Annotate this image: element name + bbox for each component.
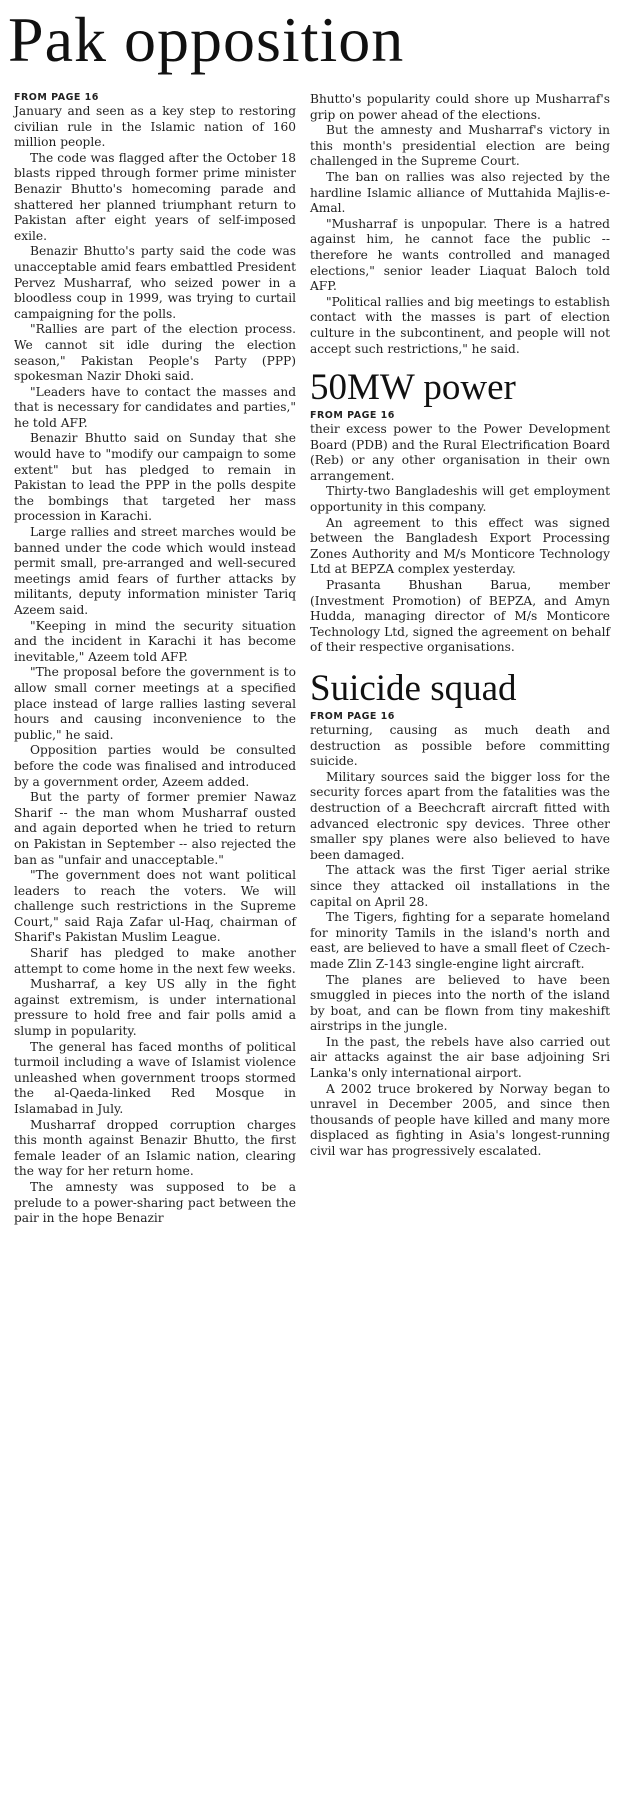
suicide-story-kicker: FROM PAGE 16 bbox=[310, 711, 395, 722]
power-story-headline: 50MW power bbox=[310, 367, 516, 409]
paragraph: Military sources said the bigger loss for the security forces apart from the fatalities was the destruction of a Beechcraft aircraft fitted with advanced electronic spy devices. Three other smaller spy planes were also believed to have been damaged. bbox=[310, 769, 610, 862]
paragraph: But the amnesty and Musharraf's victory in this month's presidential election are being challenged in the Supreme Court. bbox=[310, 123, 610, 169]
suicide-story bbox=[310, 670, 610, 1160]
paragraph: returning, causing as much death and destruction as possible before committing suicide. bbox=[310, 723, 610, 769]
paragraph: Benazir Bhutto's party said the code was unacceptable amid fears embattled President Pervez Musharraf, who seized power in a bloodless coup in 1999, was trying to curtail campaigning for the polls. bbox=[14, 244, 296, 321]
right-column bbox=[310, 92, 610, 1168]
paragraph: "The proposal before the government is to allow small corner meetings at a specified place instead of large rallies lasting several hours and causing inconvenience to the public," he said. bbox=[14, 665, 296, 742]
main-headline: Pak opposition bbox=[8, 4, 405, 75]
paragraph: Musharraf, a key US ally in the fight against extremism, is under international pressure to hold free and fair polls amid a slump in popularity. bbox=[14, 977, 296, 1039]
paragraph: The amnesty was supposed to be a prelude to a power-sharing pact between the pair in the hope Benazir bbox=[14, 1179, 296, 1226]
paragraph: Large rallies and street marches would be banned under the code which would instead permit small, pre-arranged and well-secured meetings amid fears of further attacks by militants, deputy information minister Tariq Azeem said. bbox=[14, 525, 296, 617]
paragraph: Bhutto's popularity could shore up Musharraf's grip on power ahead of the elections. bbox=[310, 92, 610, 122]
paragraph: Prasanta Bhushan Barua, member (Investment Promotion) of BEPZA, and Amyn Hudda, managing director of M/s Monticore Technology Ltd, signed the agreement on behalf of their respective organisations. bbox=[310, 578, 610, 655]
paragraph: The planes are believed to have been smuggled in pieces into the north of the island by boat, and can be flown from tiny makeshift airstrips in the jungle. bbox=[310, 972, 610, 1034]
power-story bbox=[310, 369, 610, 656]
paragraph: The attack was the first Tiger aerial strike since they attacked oil installations in the capital on April 28. bbox=[310, 863, 610, 909]
paragraph: "Political rallies and big meetings to establish contact with the masses is part of election culture in the subcontinent, and people will not accept such restrictions," he said. bbox=[310, 294, 610, 356]
paragraph: "Leaders have to contact the masses and that is necessary for candidates and parties," he told AFP. bbox=[14, 384, 296, 430]
paragraph: Benazir Bhutto said on Sunday that she would have to "modify our campaign to some extent" but has pledged to remain in Pakistan to lead the PPP in the polls despite the bombings that targeted her mass procession in Karachi. bbox=[14, 431, 296, 524]
paragraph: An agreement to this effect was signed between the Bangladesh Export Processing Zones Authority and M/s Monticore Technology Ltd at BEPZA complex yesterday. bbox=[310, 515, 610, 577]
paragraph: Musharraf dropped corruption charges this month against Benazir Bhutto, the first female leader of an Islamic nation, clearing the way for her return home. bbox=[14, 1117, 296, 1179]
paragraph: "Rallies are part of the election process. We cannot sit idle during the election season," Pakistan People's Party (PPP) spokesman Nazir Dhoki said. bbox=[14, 322, 296, 384]
paragraph: The Tigers, fighting for a separate homeland for minority Tamils in the island's north and east, are believed to have a small fleet of Czech-made Zlin Z-143 single-engine light aircraft. bbox=[310, 910, 610, 971]
paragraph: January and seen as a key step to restoring civilian rule in the Islamic nation of 160 million people. bbox=[14, 104, 296, 150]
paragraph: A 2002 truce brokered by Norway began to unravel in December 2005, and since then thousands of people have killed and many more displaced as fighting in Asia's longest-running civil war has progressively escalated. bbox=[310, 1081, 610, 1159]
power-story-kicker: FROM PAGE 16 bbox=[310, 410, 395, 422]
suicide-story-headline: Suicide squad bbox=[310, 668, 517, 709]
paragraph: Thirty-two Bangladeshis will get employment opportunity in this company. bbox=[310, 484, 610, 515]
main-story-kicker: FROM PAGE 16 bbox=[14, 92, 99, 103]
paragraph: their excess power to the Power Development Board (PDB) and the Rural Electrification Board (Reb) or any other organisation in their own arrangement. bbox=[310, 422, 610, 483]
paragraph: Opposition parties would be consulted before the code was finalised and introduced by a government order, Azeem added. bbox=[14, 743, 296, 789]
main-story-left-column bbox=[14, 92, 296, 1227]
paragraph: But the party of former premier Nawaz Sharif -- the man whom Musharraf ousted and again deported when he tried to return on Pakistan in September -- also rejected the ban as "unfair and unacceptable." bbox=[14, 790, 296, 867]
paragraph: In the past, the rebels have also carried out air attacks against the air base adjoining Sri Lanka's only international airport. bbox=[310, 1034, 610, 1081]
paragraph: The ban on rallies was also rejected by the hardline Islamic alliance of Muttahida Majlis-e-Amal. bbox=[310, 169, 610, 216]
paragraph: The general has faced months of political turmoil including a wave of Islamist violence unleashed when government troops stormed the al-Qaeda-linked Red Mosque in Islamabad in July. bbox=[14, 1039, 296, 1116]
paragraph: "Keeping in mind the security situation and the incident in Karachi it has become inevitable," Azeem told AFP. bbox=[14, 618, 296, 664]
paragraph: Sharif has pledged to make another attempt to come home in the next few weeks. bbox=[14, 946, 296, 976]
paragraph: "The government does not want political leaders to reach the voters. We will challenge such restrictions in the Supreme Court," said Raja Zafar ul-Haq, chairman of Sharif's Pakistan Muslim League. bbox=[14, 868, 296, 945]
paragraph: The code was flagged after the October 18 blasts ripped through former prime minister Benazir Bhutto's homecoming parade and shattered her planned triumphant return to Pakistan after eight years of self-imposed exile. bbox=[14, 150, 296, 243]
main-story-continuation bbox=[310, 92, 610, 357]
paragraph: "Musharraf is unpopular. There is a hatred against him, he cannot face the public -- therefore he wants controlled and managed elections," senior leader Liaquat Baloch told AFP. bbox=[310, 216, 610, 294]
